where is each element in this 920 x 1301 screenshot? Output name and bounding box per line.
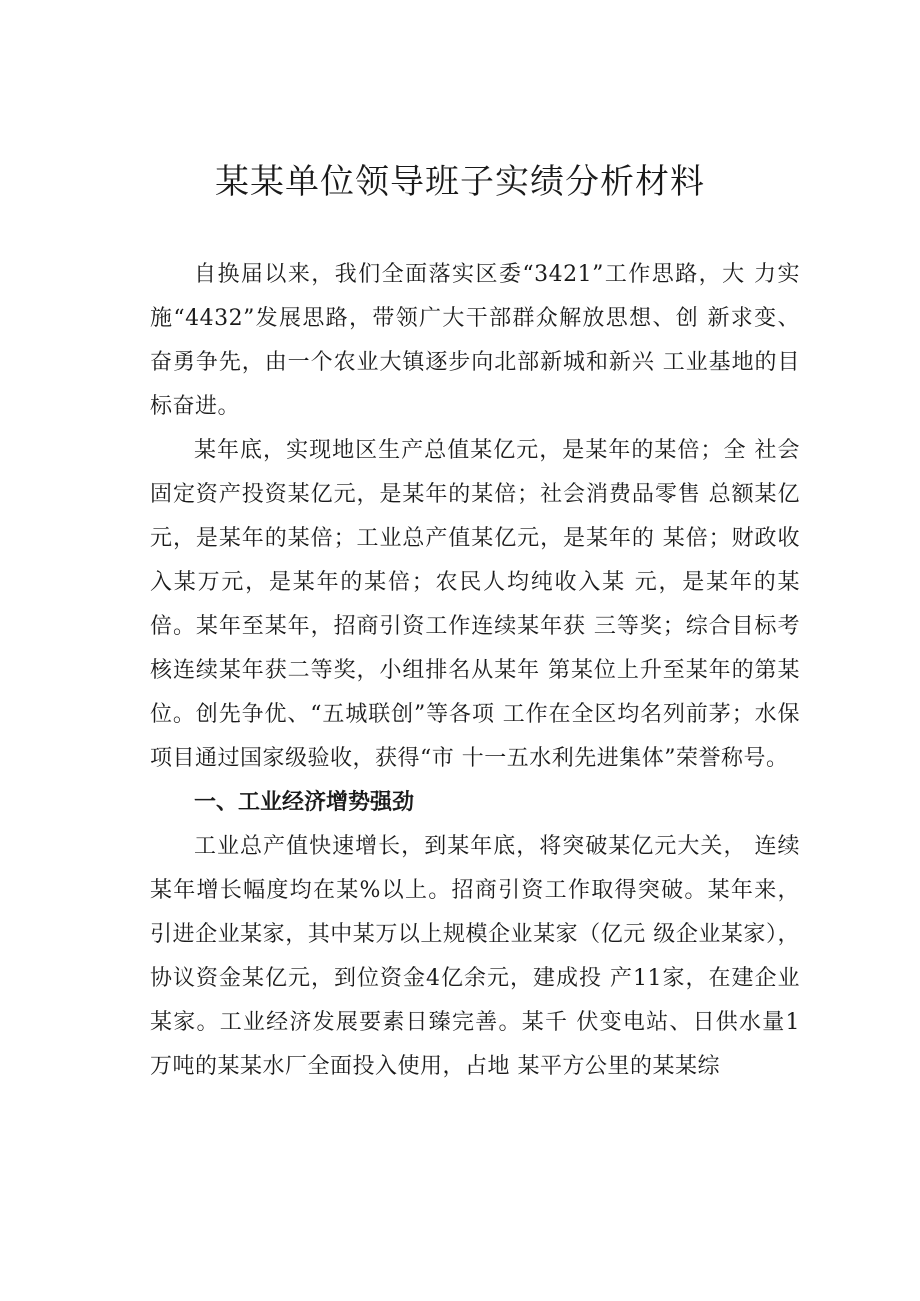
document-body bbox=[150, 253, 800, 1089]
paragraph-industry: 工业总产值快速增长，到某年底，将突破某亿元大关， 连续某年增长幅度均在某%以上。招商引资工作取得突破。某年来，引进企业某家，其中某万以上规模企业某家（亿元 级企业某家），协议资金某亿元，到位资金4亿余元，建成投 产11家，在建企业某家。工业经济发展要素日臻完善。某千 伏变电站、日供水量1万吨的某某水厂全面投入使用，占地 某平方公里的某某综 bbox=[150, 834, 800, 1079]
section-heading-industry: 一、工业经济增势强劲 bbox=[194, 790, 415, 815]
paragraph-intro: 自换届以来，我们全面落实区委“3421”工作思路，大 力实施“4432”发展思路，带领广大干部群众解放思想、创 新求变、奋勇争先，由一个农业大镇逐步向北部新城和新兴 工业基地的目标奋进。 bbox=[150, 262, 800, 419]
document-title: 某某单位领导班子实绩分析材料 bbox=[215, 162, 705, 202]
paragraph-achievements: 某年底，实现地区生产总值某亿元，是某年的某倍；全 社会固定资产投资某亿元，是某年的某倍；社会消费品零售 总额某亿元，是某年的某倍；工业总产值某亿元，是某年的 某倍；财政收入某万元，是某年的某倍；农民人均纯收入某 元，是某年的某倍。某年至某年，招商引资工作连续某年获 三等奖；综合目标考核连续某年获二等奖，小组排名从某年 第某位上升至某年的第某位。创先争优、“五城联创”等各项 工作在全区均名列前茅；水保项目通过国家级验收，获得“市 十一五水利先进集体”荣誉称号。 bbox=[150, 438, 800, 771]
